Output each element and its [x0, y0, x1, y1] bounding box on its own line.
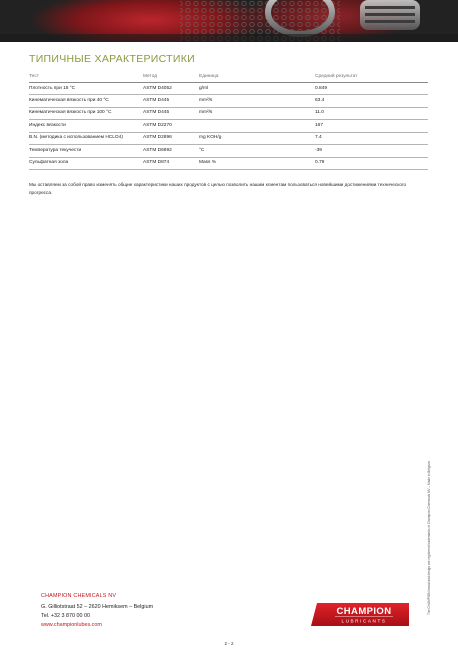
cell-test: Индекс вязкости	[29, 120, 143, 132]
header-test: Тест	[29, 72, 143, 83]
champion-logo	[311, 603, 409, 626]
cell-test: B.N. (методика с использованием HCLO4)	[29, 132, 143, 144]
cell-unit: mm²/s	[199, 107, 315, 119]
table-row	[29, 95, 428, 107]
page-number: 2 - 2	[224, 641, 234, 646]
cell-unit: Mass %	[199, 157, 315, 169]
cell-result: 0.79	[315, 157, 428, 169]
cell-result: 7.4	[315, 132, 428, 144]
cell-unit	[199, 120, 315, 132]
cell-test: Температура текучести	[29, 145, 143, 157]
table-row	[29, 120, 428, 132]
table-header-row	[29, 72, 428, 83]
header-unit: Единица	[199, 72, 315, 83]
cell-method: ASTM D4052	[143, 83, 199, 95]
cell-method: ASTM D445	[143, 95, 199, 107]
cell-method: ASTM D445	[143, 107, 199, 119]
table-row	[29, 132, 428, 144]
table-row	[29, 83, 428, 95]
cell-result: 63.4	[315, 95, 428, 107]
header-result: Средний результат	[315, 72, 428, 83]
cell-unit: mg KOH/g	[199, 132, 315, 144]
cell-result: 0.849	[315, 83, 428, 95]
cell-method: ASTM D2896	[143, 132, 199, 144]
company-address: G. Gilliotstraat 52 – 2620 Hemiksem – Belgium	[41, 604, 154, 610]
disclaimer-note: Мы оставляем за собой право изменять общие характеристики наших продуктов с целью позволить нашим клиентам пользоваться новейшими достижениями технического прогресса.	[29, 182, 407, 195]
company-phone[interactable]: Tel. +32 3 870 00 00	[41, 613, 91, 619]
cell-unit: °C	[199, 145, 315, 157]
table-row	[29, 157, 428, 169]
header-banner-image	[0, 0, 458, 42]
cell-test: Сульфатная зола	[29, 157, 143, 169]
section-title: ТИПИЧНЫЕ ХАРАКТЕРИСТИКИ	[29, 53, 196, 65]
table-row	[29, 107, 428, 119]
header-method: Метод	[143, 72, 199, 83]
cell-method: ASTM D874	[143, 157, 199, 169]
company-name: CHAMPION CHEMICALS NV	[41, 593, 117, 599]
trademark-note: The CHAMPION brand and design are registered trademarks of Champion Chemicals NV – Made in Belgium	[427, 461, 431, 615]
cell-method: ASTM D6892	[143, 145, 199, 157]
cell-method: ASTM D2270	[143, 120, 199, 132]
cell-test: Кинематическая вязкость при 100 °C	[29, 107, 143, 119]
specs-table	[29, 72, 428, 170]
cell-result: -39	[315, 145, 428, 157]
cell-result: 11.0	[315, 107, 428, 119]
table-row	[29, 145, 428, 157]
cell-test: Кинематическая вязкость при 40 °C	[29, 95, 143, 107]
cell-unit: mm²/s	[199, 95, 315, 107]
cell-test: Плотность при 15 °C	[29, 83, 143, 95]
company-website-link[interactable]: www.championlubes.com	[41, 622, 102, 628]
logo-sub-text: LUBRICANTS	[341, 618, 387, 624]
logo-brand-text: CHAMPION	[336, 606, 392, 617]
cell-unit: g/ml	[199, 83, 315, 95]
cell-result: 167	[315, 120, 428, 132]
